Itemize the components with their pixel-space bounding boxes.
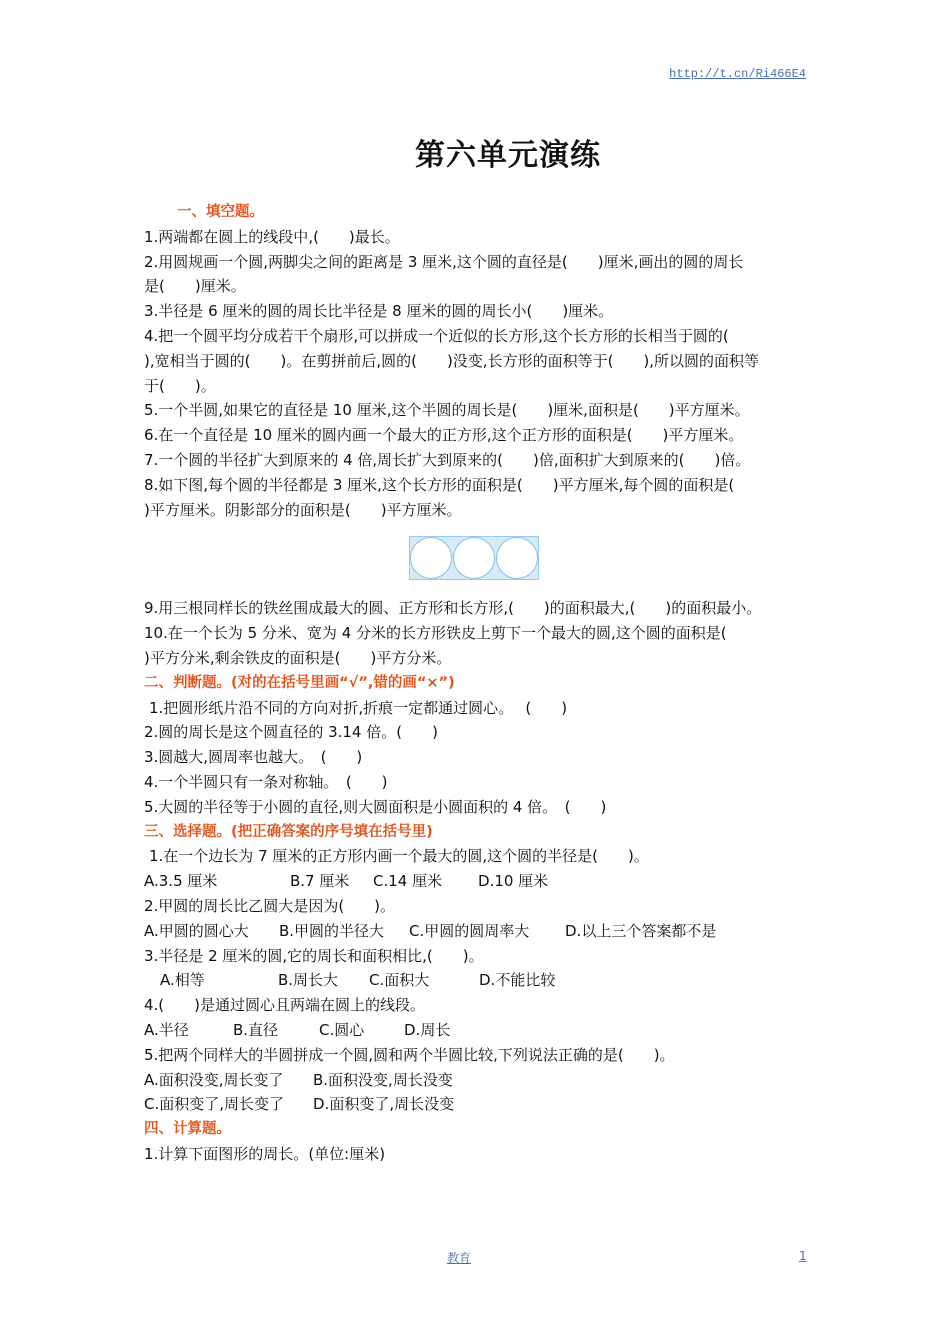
calc-question: 1.计算下面图形的周长。(单位:厘米) xyxy=(144,1144,386,1163)
choice-options xyxy=(144,1068,808,1093)
circles-figure-area xyxy=(144,522,808,596)
fill-line: 是( )厘米。 xyxy=(144,277,246,296)
choice-options xyxy=(144,968,808,993)
section-heading-judge: 二、判断题。(对的在括号里画“√”,错的画“×”) xyxy=(144,674,455,691)
judge-item: 2.圆的周长是这个圆直径的 3.14 倍。( ) xyxy=(144,723,438,742)
judge-item: 3.圆越大,圆周率也越大。 ( ) xyxy=(144,748,363,767)
choice-options xyxy=(144,1092,808,1117)
section-heading-fill: 一、填空题。 xyxy=(177,204,264,220)
section-heading-calc: 四、计算题。 xyxy=(144,1121,231,1138)
option: A.3.5 厘米 xyxy=(144,872,218,891)
option: A.相等 xyxy=(160,971,205,990)
page-number: 1 xyxy=(799,1249,807,1263)
worksheet-content xyxy=(144,200,808,1167)
option: D.面积变了,周长没变 xyxy=(313,1095,455,1114)
fill-line: 5.一个半圆,如果它的直径是 10 厘米,这个半圆的周长是( )厘米,面积是( )平方厘米。 xyxy=(144,401,750,420)
circle-shape xyxy=(410,537,452,579)
option: A.面积没变,周长变了 xyxy=(144,1070,284,1089)
option: A.半径 xyxy=(144,1020,189,1039)
option: D.10 厘米 xyxy=(478,872,549,891)
judge-item: 5.大圆的半径等于小圆的直径,则大圆面积是小圆面积的 4 倍。 ( ) xyxy=(144,797,607,816)
section-heading-choice: 三、选择题。(把正确答案的序号填在括号里) xyxy=(144,823,433,840)
choice-options xyxy=(144,869,808,894)
option: C.甲圆的圆周率大 xyxy=(409,921,530,940)
fill-line: )平方厘米。阴影部分的面积是( )平方厘米。 xyxy=(144,500,462,519)
fill-line: 6.在一个直径是 10 厘米的圆内画一个最大的正方形,这个正方形的面积是( )平方厘米。 xyxy=(144,426,744,445)
fill-line: 1.两端都在圆上的线段中,( )最长。 xyxy=(144,227,400,246)
option: D.不能比较 xyxy=(479,971,556,990)
option: C.14 厘米 xyxy=(373,872,443,891)
footer-link[interactable]: 教育 xyxy=(447,1251,472,1265)
option: A.甲圆的圆心大 xyxy=(144,921,249,940)
choice-question: 4.( )是通过圆心且两端在圆上的线段。 xyxy=(144,996,426,1015)
choice-question: 3.半径是 2 厘米的圆,它的周长和面积相比,( )。 xyxy=(144,946,484,965)
option: D.以上三个答案都不是 xyxy=(565,921,717,940)
rectangle-with-circles-figure xyxy=(409,536,539,580)
choice-question: 2.甲圆的周长比乙圆大是因为( )。 xyxy=(144,896,396,915)
fill-line: 于( )。 xyxy=(144,376,216,395)
fill-line: 7.一个圆的半径扩大到原来的 4 倍,周长扩大到原来的( )倍,面积扩大到原来的( )倍。 xyxy=(144,450,751,469)
circle-shape xyxy=(453,537,495,579)
page-title: 第六单元演练 xyxy=(415,138,601,173)
option: B.周长大 xyxy=(278,971,339,990)
judge-item: 1.把圆形纸片沿不同的方向对折,折痕一定都通过圆心。 ( ) xyxy=(149,698,568,717)
option: D.周长 xyxy=(404,1020,451,1039)
option: B.面积没变,周长没变 xyxy=(313,1070,453,1089)
option: C.面积大 xyxy=(369,971,430,990)
option: C.圆心 xyxy=(319,1020,365,1039)
option: C.面积变了,周长变了 xyxy=(144,1095,285,1114)
choice-options xyxy=(144,1018,808,1043)
choice-question: 1.在一个边长为 7 厘米的正方形内画一个最大的圆,这个圆的半径是( )。 xyxy=(149,847,649,866)
fill-line: 10.在一个长为 5 分米、宽为 4 分米的长方形铁皮上剪下一个最大的圆,这个圆的面积是( xyxy=(144,624,727,643)
header-link[interactable]: http://t.cn/Ri466E4 xyxy=(669,67,806,81)
circle-shape xyxy=(496,537,538,579)
fill-line: )平方分米,剩余铁皮的面积是( )平方分米。 xyxy=(144,648,452,667)
fill-line: ),宽相当于圆的( )。在剪拼前后,圆的( )没变,长方形的面积等于( ),所以圆的面积等 xyxy=(144,351,760,370)
option: B.甲圆的半径大 xyxy=(279,921,385,940)
option: B.7 厘米 xyxy=(290,872,350,891)
fill-line: 2.用圆规画一个圆,两脚尖之间的距离是 3 厘米,这个圆的直径是( )厘米,画出的圆的周长 xyxy=(144,252,744,271)
fill-line: 9.用三根同样长的铁丝围成最大的圆、正方形和长方形,( )的面积最大,( )的面积最小。 xyxy=(144,599,762,618)
fill-line: 3.半径是 6 厘米的圆的周长比半径是 8 厘米的圆的周长小( )厘米。 xyxy=(144,302,614,321)
choice-options xyxy=(144,919,808,944)
fill-line: 4.把一个圆平均分成若干个扇形,可以拼成一个近似的长方形,这个长方形的长相当于圆的( xyxy=(144,326,729,345)
fill-line: 8.如下图,每个圆的半径都是 3 厘米,这个长方形的面积是( )平方厘米,每个圆的面积是( xyxy=(144,475,735,494)
choice-question: 5.把两个同样大的半圆拼成一个圆,圆和两个半圆比较,下列说法正确的是( )。 xyxy=(144,1045,675,1064)
judge-item: 4.一个半圆只有一条对称轴。 ( ) xyxy=(144,772,388,791)
option: B.直径 xyxy=(233,1020,279,1039)
